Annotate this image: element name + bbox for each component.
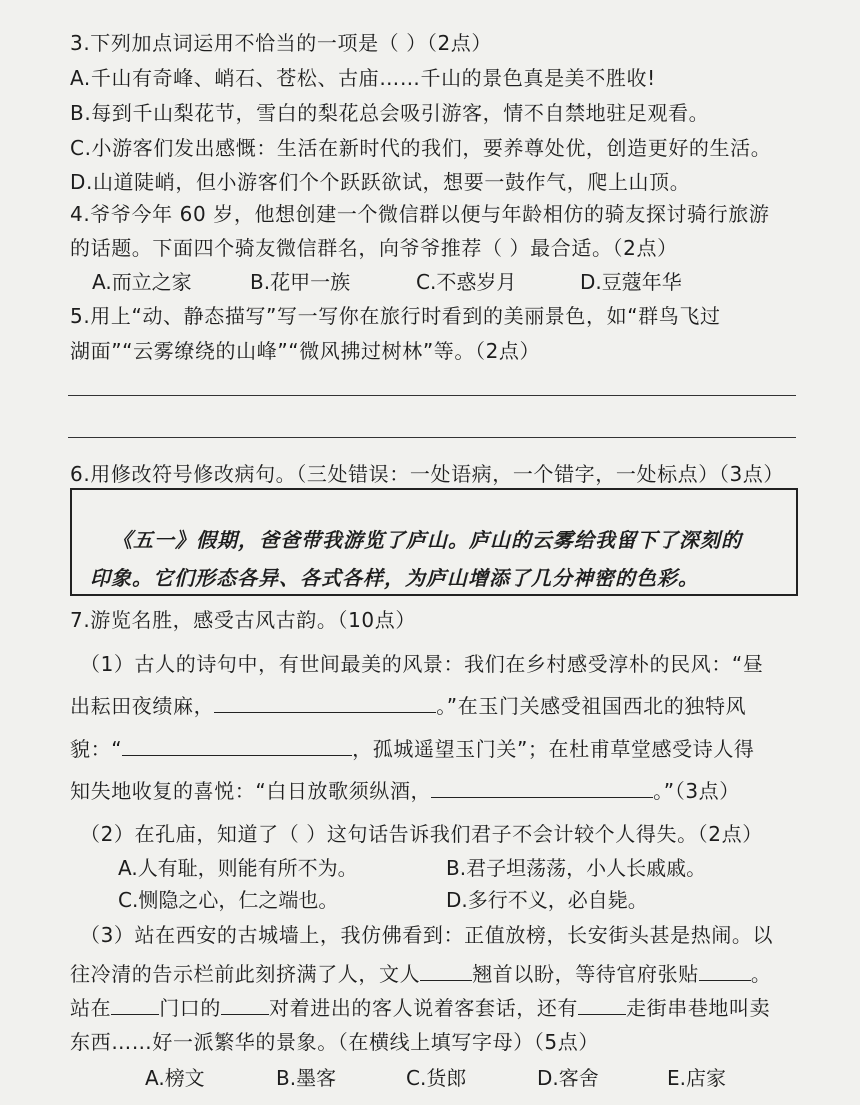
- q4-option-c: C.不惑岁月: [416, 270, 517, 294]
- q3-option-a: A.千山有奇峰、峭石、苍松、古庙……千山的景色真是美不胜收!: [70, 66, 656, 90]
- q7-part3-option-d: D.客舍: [537, 1066, 599, 1090]
- q7-part3-text-f: 对着进出的客人说着客套话，还有: [269, 996, 579, 1020]
- q6-stem: 6.用修改符号修改病句。（三处错误：一处语病，一个错字，一处标点）（3点）: [70, 462, 785, 486]
- q7-part3-text-g: 走街串巷地叫卖: [626, 996, 771, 1020]
- q4-option-a: A.而立之家: [92, 270, 192, 294]
- q7-blank-3[interactable]: [431, 779, 653, 798]
- q4-line-2: 的话题。下面四个骑友微信群名，向爷爷推荐（ ）最合适。（2点）: [70, 236, 678, 260]
- q7-part2-option-d: D.多行不义，必自毙。: [446, 888, 648, 912]
- q5-line-2: 湖面”“云雾缭绕的山峰”“微风拂过树林”等。（2点）: [70, 339, 541, 363]
- q7-part3-line-1: （3）站在西安的古城墙上，我仿佛看到：正值放榜，长安街头甚是热闹。以: [80, 923, 774, 947]
- q7-part1-text-d: ，孤城遥望玉门关”；在杜甫草堂感受诗人得: [352, 737, 755, 761]
- q7-part3-blank-1[interactable]: [420, 962, 472, 981]
- q7-part3-text-b: 翘首以盼，等待官府张贴: [472, 962, 699, 986]
- q7-part1-line-3: [70, 733, 755, 762]
- q7-part3-text-e: 门口的: [159, 996, 222, 1020]
- q7-part1-line-4: [70, 775, 740, 804]
- q7-blank-2[interactable]: [122, 737, 352, 756]
- q7-part3-line-3: [70, 992, 770, 1021]
- q7-part3-text-d: 站在: [70, 996, 112, 1020]
- q7-part3-blank-5[interactable]: [578, 996, 626, 1015]
- q4-option-d: D.豆蔻年华: [580, 270, 682, 294]
- q7-part1-text-a: 出耘田夜绩麻，: [70, 694, 215, 718]
- q5-line-1: 5.用上“动、静态描写”写一写你在旅行时看到的美丽景色，如“群鸟飞过: [70, 304, 721, 328]
- q7-part2-option-c: C.恻隐之心，仁之端也。: [118, 888, 339, 912]
- q3-stem: 3.下列加点词运用不恰当的一项是（ ）（2点）: [70, 31, 492, 55]
- q5-answer-line-2[interactable]: [68, 437, 796, 438]
- q7-part3-option-a: A.榜文: [145, 1066, 205, 1090]
- q7-blank-1[interactable]: [214, 694, 436, 713]
- q3-option-c: C.小游客们发出感慨：生活在新时代的我们，要养尊处优，创造更好的生活。: [70, 136, 772, 160]
- q7-part1-line-2: [70, 690, 746, 719]
- q7-part3-blank-2[interactable]: [699, 962, 751, 981]
- q5-answer-line-1[interactable]: [68, 395, 796, 396]
- q7-part2-option-b: B.君子坦荡荡，小人长戚戚。: [446, 856, 707, 880]
- q6-sentence-box: [70, 488, 798, 596]
- q7-part3-line-4: 东西……好一派繁华的景象。（在横线上填写字母）（5点）: [70, 1030, 599, 1054]
- q7-part1-line-1: （1）古人的诗句中，有世间最美的风景：我们在乡村感受淳朴的民风：“昼: [80, 652, 764, 676]
- q3-option-d: D.山道陡峭，但小游客们个个跃跃欲试，想要一鼓作气，爬上山顶。: [70, 170, 691, 194]
- q3-option-b: B.每到千山梨花节，雪白的梨花总会吸引游客，情不自禁地驻足观看。: [70, 101, 710, 125]
- q6-box-line-2: 印象。它们形态各异、各式各样，为庐山增添了几分神密的色彩。: [90, 566, 699, 590]
- q7-part2-stem: （2）在孔庙，知道了（ ）这句话告诉我们君子不会计较个人得失。（2点）: [80, 822, 763, 846]
- q7-part3-option-c: C.货郎: [406, 1066, 467, 1090]
- q4-line-1: 4.爷爷今年 60 岁，他想创建一个微信群以便与年龄相仿的骑友探讨骑行旅游: [70, 202, 770, 226]
- q7-part1-text-e: 知失地收复的喜悦：“白日放歌须纵酒，: [70, 779, 432, 803]
- q7-part3-option-e: E.店家: [667, 1066, 726, 1090]
- q6-box-line-1: 《五一》假期，爸爸带我游览了庐山。庐山的云雾给我留下了深刻的: [112, 528, 742, 552]
- q4-option-b: B.花甲一族: [250, 270, 351, 294]
- q7-stem: 7.游览名胜，感受古风古韵。（10点）: [70, 608, 416, 632]
- q7-part3-text-c: 。: [750, 962, 772, 986]
- q7-part3-line-2: [70, 958, 771, 987]
- q7-part3-text-a: 往冷清的告示栏前此刻挤满了人，文人: [70, 962, 421, 986]
- q7-part1-text-f: 。”（3点）: [653, 779, 740, 803]
- q7-part3-option-b: B.墨客: [276, 1066, 337, 1090]
- q7-part3-blank-3[interactable]: [111, 996, 159, 1015]
- q7-part2-option-a: A.人有耻，则能有所不为。: [118, 856, 358, 880]
- q7-part1-text-b: 。”在玉门关感受祖国西北的独特风: [436, 694, 747, 718]
- q7-part1-text-c: 貌：“: [70, 737, 123, 761]
- q7-part3-blank-4[interactable]: [221, 996, 269, 1015]
